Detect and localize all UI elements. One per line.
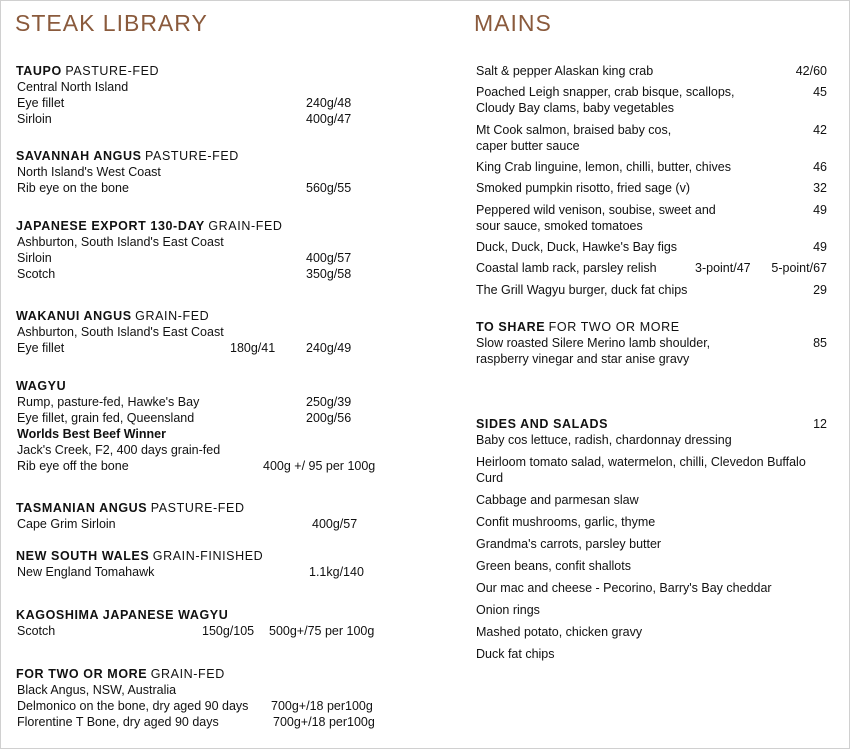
section-type: PASTURE-FED bbox=[65, 64, 160, 78]
sides-heading: SIDES AND SALADS bbox=[476, 417, 609, 431]
main-item-price: 45 bbox=[813, 85, 827, 99]
side-item: Duck fat chips bbox=[476, 647, 555, 661]
item-name: Sirloin bbox=[17, 112, 52, 126]
item-name: Delmonico on the bone, dry aged 90 days bbox=[17, 699, 249, 713]
section-heading-savannah bbox=[16, 148, 239, 164]
main-item-name: Peppered wild venison, soubise, sweet and bbox=[476, 203, 716, 217]
item-price: 400g +/ 95 per 100g bbox=[263, 459, 376, 473]
item-price: 560g/55 bbox=[306, 181, 352, 195]
item-price: 400g/47 bbox=[306, 112, 352, 126]
item-name: Florentine T Bone, dry aged 90 days bbox=[17, 715, 219, 729]
main-item-price: 29 bbox=[813, 283, 827, 297]
section-type: PASTURE-FED bbox=[145, 149, 239, 163]
section-origin: Ashburton, South Island's East Coast bbox=[17, 235, 224, 249]
section-origin: North Island's West Coast bbox=[17, 165, 161, 179]
main-item-name: The Grill Wagyu burger, duck fat chips bbox=[476, 283, 688, 297]
steak-library-title: STEAK LIBRARY bbox=[15, 10, 208, 36]
item-price: 240g/48 bbox=[306, 96, 352, 110]
item-price: 400g/57 bbox=[306, 251, 352, 265]
item-name: Sirloin bbox=[17, 251, 52, 265]
side-item: Baby cos lettuce, radish, chardonnay dressing bbox=[476, 433, 732, 447]
share-item-price: 85 bbox=[813, 336, 827, 350]
main-item-price: 49 bbox=[813, 240, 827, 254]
section-name: SAVANNAH ANGUS bbox=[16, 149, 142, 163]
section-heading-nsw bbox=[16, 548, 263, 564]
item-price: 150g/105 bbox=[202, 624, 255, 638]
section-heading-to-share bbox=[476, 319, 680, 335]
item-name: Rib eye on the bone bbox=[17, 181, 129, 195]
item-price: 500g+/75 per 100g bbox=[269, 624, 375, 638]
main-item-name: Poached Leigh snapper, crab bisque, scallops, bbox=[476, 85, 735, 99]
section-type: GRAIN-FED bbox=[208, 219, 283, 233]
item-name: Eye fillet, grain fed, Queensland bbox=[17, 411, 195, 425]
item-name: Eye fillet bbox=[17, 96, 65, 110]
section-name: TASMANIAN ANGUS bbox=[16, 501, 148, 515]
section-origin: Central North Island bbox=[17, 80, 129, 94]
section-origin: Black Angus, NSW, Australia bbox=[17, 683, 177, 697]
item-name: Rump, pasture-fed, Hawke's Bay bbox=[17, 395, 200, 409]
item-name: Scotch bbox=[17, 624, 56, 638]
main-item-desc: sour sauce, smoked tomatoes bbox=[476, 219, 643, 233]
main-item-name: Coastal lamb rack, parsley relish bbox=[476, 261, 657, 275]
side-item: Our mac and cheese - Pecorino, Barry's Bay cheddar bbox=[476, 581, 772, 595]
section-type: GRAIN-FINISHED bbox=[152, 549, 264, 563]
side-item: Confit mushrooms, garlic, thyme bbox=[476, 515, 656, 529]
main-item-name: King Crab linguine, lemon, chilli, butter, chives bbox=[476, 160, 731, 174]
main-item-price: 3-point/47 bbox=[695, 261, 751, 275]
main-item-name: Smoked pumpkin risotto, fried sage (v) bbox=[476, 181, 690, 195]
section-heading-wakanui bbox=[16, 308, 209, 324]
section-name: FOR TWO OR MORE bbox=[16, 667, 148, 681]
item-price: 180g/41 bbox=[230, 341, 276, 355]
item-name: New England Tomahawk bbox=[17, 565, 155, 579]
section-heading-taupo bbox=[16, 63, 159, 79]
section-name: WAGYU bbox=[16, 379, 67, 393]
side-item: Green beans, confit shallots bbox=[476, 559, 631, 573]
section-type: GRAIN-FED bbox=[150, 667, 225, 681]
main-item-price: 42 bbox=[813, 123, 827, 137]
section-heading-japanese-export bbox=[16, 218, 283, 234]
sides-price: 12 bbox=[813, 417, 827, 431]
main-item-desc: Cloudy Bay clams, baby vegetables bbox=[476, 101, 675, 115]
main-item-name: Duck, Duck, Duck, Hawke's Bay figs bbox=[476, 240, 678, 254]
section-name: TO SHARE bbox=[476, 320, 546, 334]
mains-title: MAINS bbox=[474, 10, 552, 36]
side-item: Mashed potato, chicken gravy bbox=[476, 625, 643, 639]
section-heading-wagyu bbox=[16, 378, 66, 394]
main-item-price: 46 bbox=[813, 160, 827, 174]
award-origin: Jack's Creek, F2, 400 days grain-fed bbox=[17, 443, 221, 457]
main-item-name: Mt Cook salmon, braised baby cos, bbox=[476, 123, 672, 137]
item-name: Rib eye off the bone bbox=[17, 459, 129, 473]
section-type: GRAIN-FED bbox=[135, 309, 210, 323]
item-name: Scotch bbox=[17, 267, 56, 281]
section-name: TAUPO bbox=[16, 64, 62, 78]
award-title: Worlds Best Beef Winner bbox=[17, 427, 166, 441]
main-item-price: 5-point/67 bbox=[771, 261, 827, 275]
section-type: PASTURE-FED bbox=[150, 501, 245, 515]
main-item-price: 42/60 bbox=[795, 64, 827, 78]
item-price: 400g/57 bbox=[312, 517, 358, 531]
side-item-continued: Curd bbox=[476, 471, 504, 485]
side-item: Grandma's carrots, parsley butter bbox=[476, 537, 662, 551]
section-name: WAKANUI ANGUS bbox=[16, 309, 132, 323]
item-price: 700g+/18 per100g bbox=[271, 699, 373, 713]
section-heading-kagoshima bbox=[16, 607, 228, 623]
section-heading-for-two bbox=[16, 666, 225, 682]
section-origin: Ashburton, South Island's East Coast bbox=[17, 325, 224, 339]
item-price: 240g/49 bbox=[306, 341, 352, 355]
section-heading-tasmanian bbox=[16, 500, 245, 516]
item-price: 1.1kg/140 bbox=[309, 565, 364, 579]
item-name: Eye fillet bbox=[17, 341, 65, 355]
section-name: NEW SOUTH WALES bbox=[16, 549, 150, 563]
main-item-name: Salt & pepper Alaskan king crab bbox=[476, 64, 654, 78]
section-type: FOR TWO OR MORE bbox=[548, 320, 680, 334]
main-item-price: 32 bbox=[813, 181, 827, 195]
section-name: JAPANESE EXPORT 130-DAY bbox=[16, 219, 205, 233]
item-price: 700g+/18 per100g bbox=[273, 715, 375, 729]
item-price: 250g/39 bbox=[306, 395, 352, 409]
item-price: 350g/58 bbox=[306, 267, 352, 281]
side-item: Cabbage and parmesan slaw bbox=[476, 493, 639, 507]
item-price: 200g/56 bbox=[306, 411, 352, 425]
side-item: Onion rings bbox=[476, 603, 540, 617]
main-item-desc: caper butter sauce bbox=[476, 139, 580, 153]
share-item-desc: raspberry vinegar and star anise gravy bbox=[476, 352, 690, 366]
section-name: KAGOSHIMA JAPANESE WAGYU bbox=[16, 608, 229, 622]
main-item-price: 49 bbox=[813, 203, 827, 217]
share-item-name: Slow roasted Silere Merino lamb shoulder, bbox=[476, 336, 711, 350]
side-item: Heirloom tomato salad, watermelon, chilli, Clevedon Buffalo bbox=[476, 455, 806, 469]
item-name: Cape Grim Sirloin bbox=[17, 517, 116, 531]
